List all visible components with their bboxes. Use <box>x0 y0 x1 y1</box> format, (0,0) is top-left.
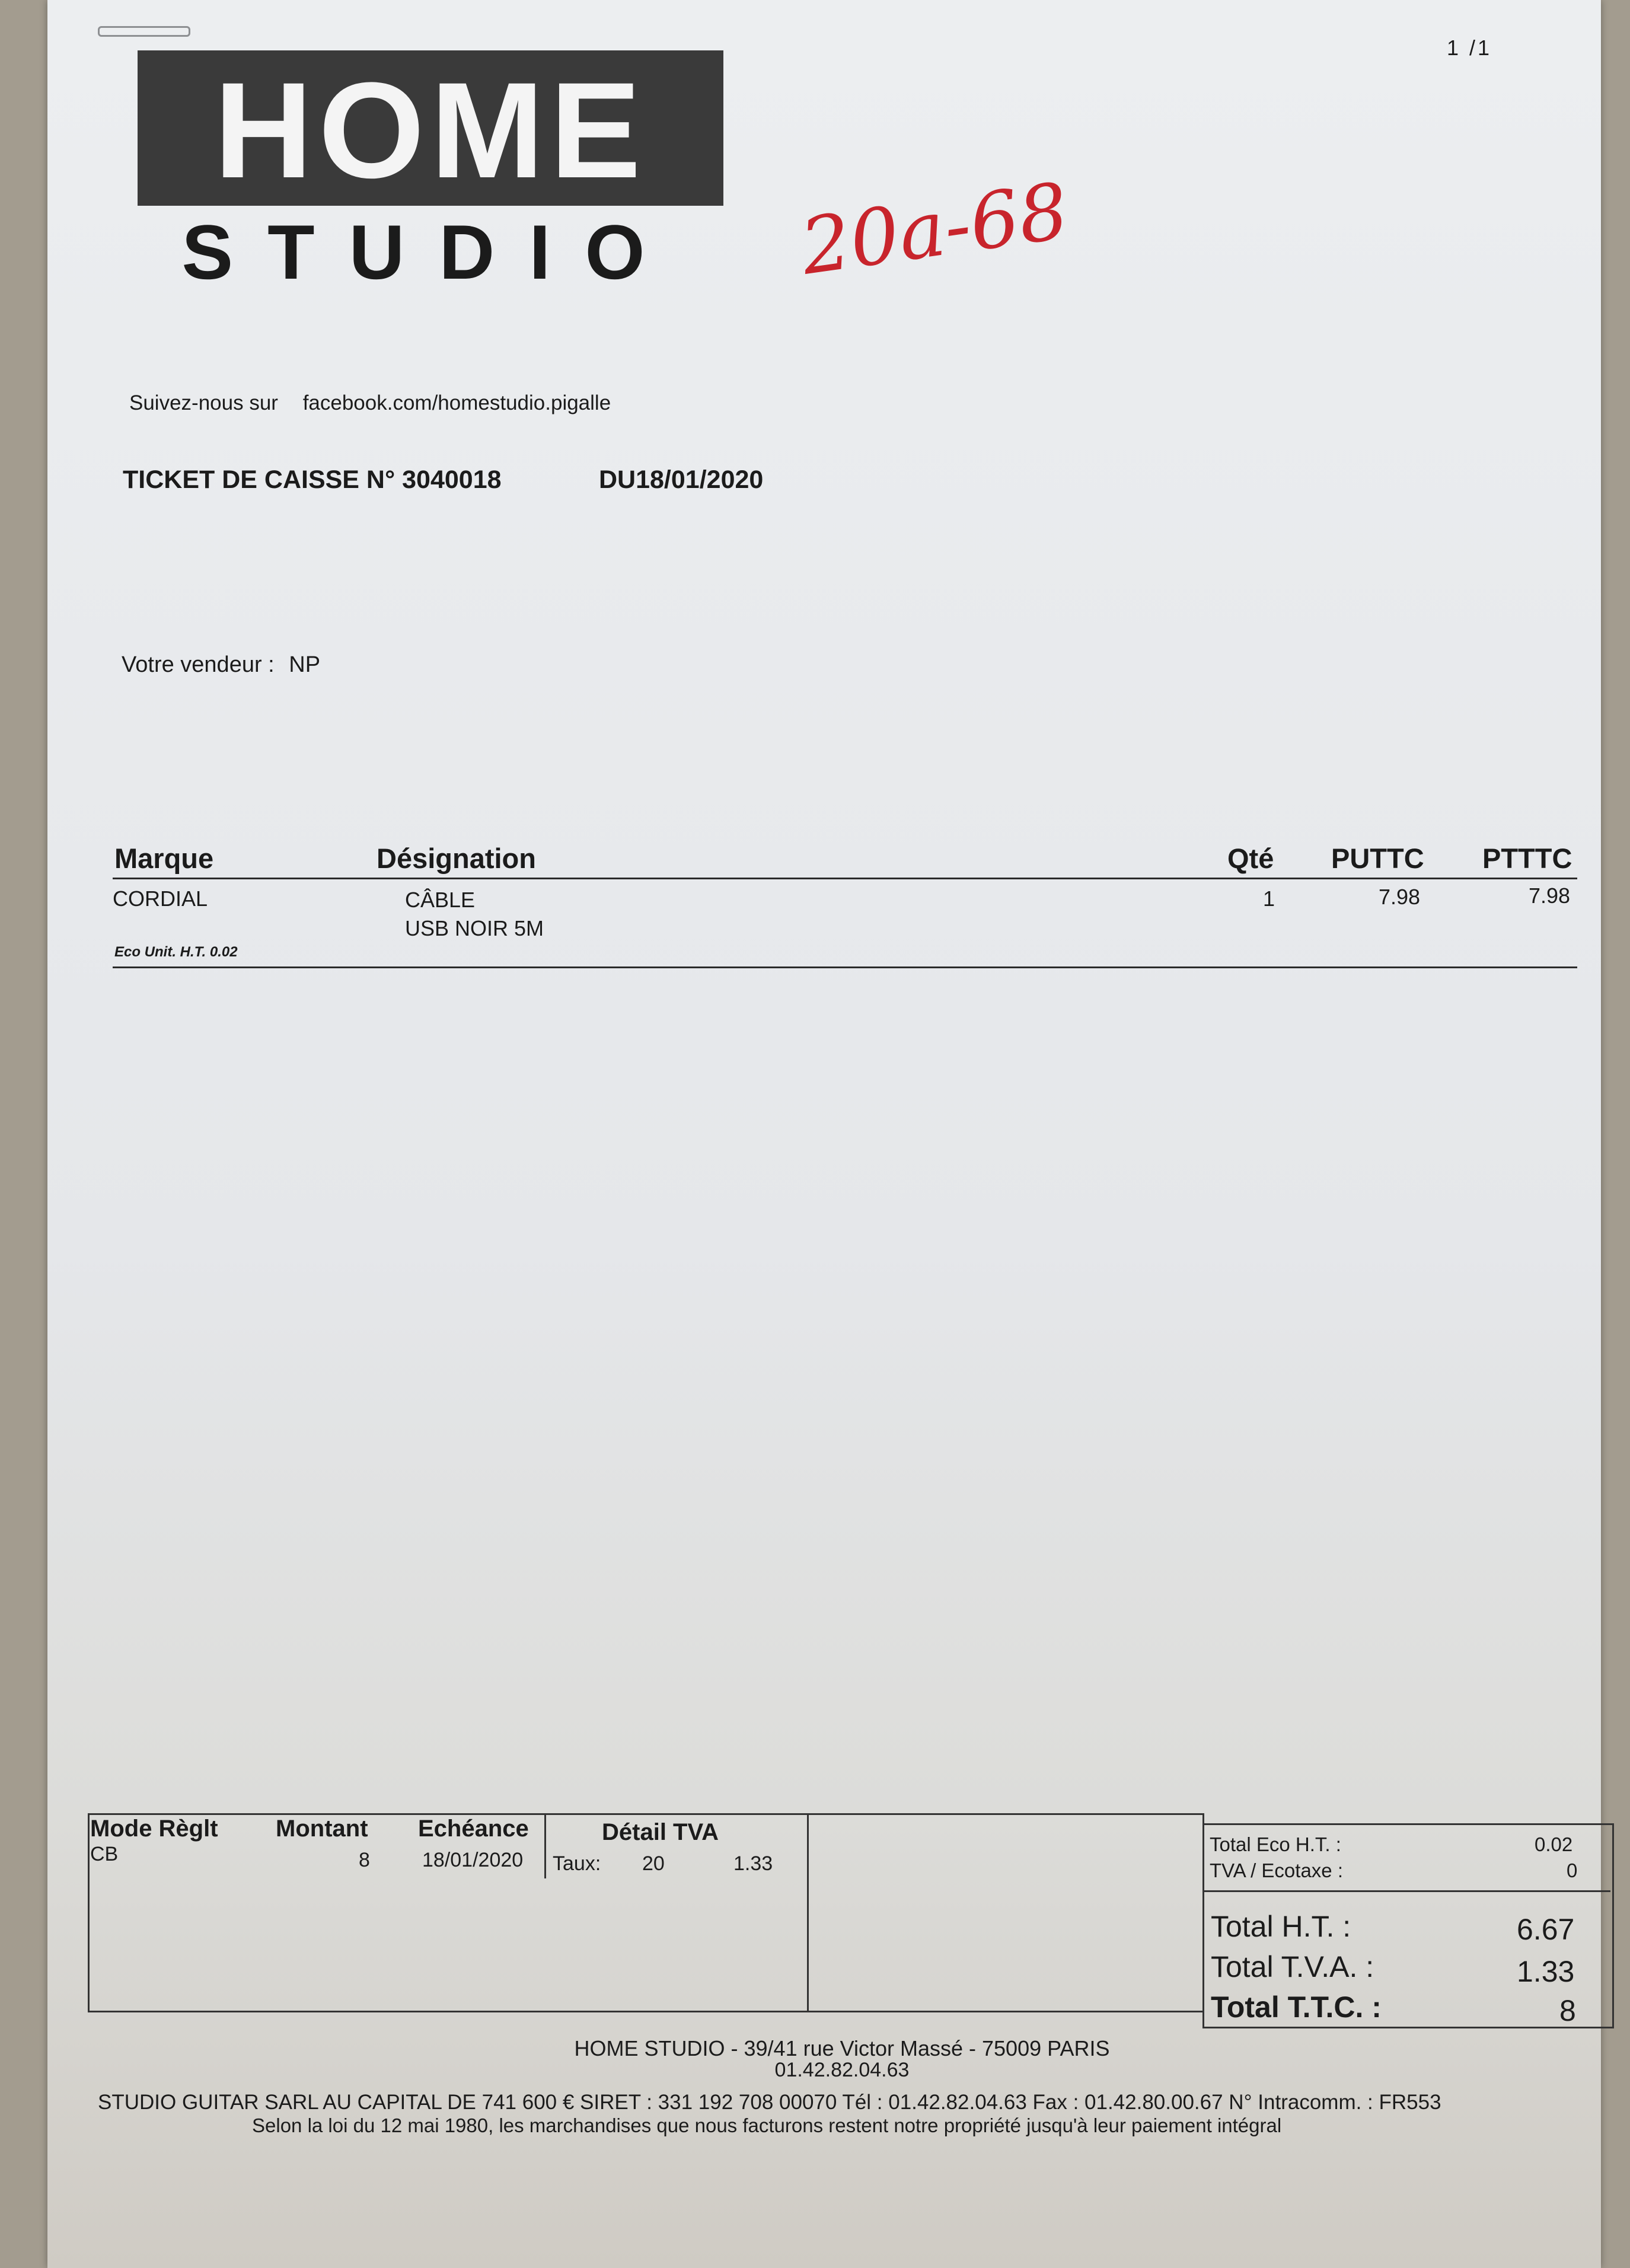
table-header-rule <box>113 878 1577 879</box>
eco-label: Total Eco H.T. : <box>1210 1833 1341 1855</box>
total-ht-label: Total H.T. : <box>1211 1910 1351 1943</box>
follow-line <box>129 391 611 415</box>
pay-mode: CB <box>90 1843 119 1865</box>
pay-header-mode: Mode Règlt <box>90 1816 218 1842</box>
staple <box>98 26 190 37</box>
pay-montant: 8 <box>359 1849 370 1871</box>
logo-home-text: HOME <box>214 54 647 206</box>
total-tva-value: 1.33 <box>1517 1955 1575 1988</box>
vendeur-line <box>122 652 320 678</box>
row-qte: 1 <box>1263 886 1275 911</box>
header-marque: Marque <box>114 843 214 874</box>
logo-studio-text: STUDIO <box>181 209 680 295</box>
header-puttc: PUTTC <box>1331 843 1424 874</box>
table-bottom-rule <box>113 966 1577 968</box>
pay-taux: 20 <box>642 1852 665 1875</box>
page-number: 1 /1 <box>1447 36 1492 60</box>
receipt-sheet <box>47 0 1601 2268</box>
header-ptttc: PTTTC <box>1482 843 1572 874</box>
vendeur-label: Votre vendeur : <box>122 652 275 677</box>
ecotaxe-label: TVA / Ecotaxe : <box>1210 1859 1343 1881</box>
row-eco: Eco Unit. H.T. 0.02 <box>114 944 238 960</box>
ticket-date: DU18/01/2020 <box>599 465 764 494</box>
pay-tva-amount: 1.33 <box>733 1852 773 1875</box>
total-ttc-value: 8 <box>1559 1994 1576 2027</box>
footer-address: HOME STUDIO - 39/41 rue Victor Massé - 75009 PARIS <box>574 2036 1110 2060</box>
header-qte: Qté <box>1227 843 1274 874</box>
blank-box <box>805 1813 1204 2012</box>
vendeur-value: NP <box>289 652 321 677</box>
footer-legal: Selon la loi du 12 mai 1980, les marchandises que nous facturons restent notre propriété jusqu'à leur paiement intégral <box>252 2114 1282 2136</box>
follow-label: Suivez-nous sur <box>129 391 278 414</box>
eco-value: 0.02 <box>1535 1833 1573 1855</box>
total-tva-label: Total T.V.A. : <box>1211 1950 1374 1983</box>
row-ptttc: 7.98 <box>1529 883 1571 908</box>
pay-header-tva: Détail TVA <box>602 1819 719 1845</box>
footer-phone: 01.42.82.04.63 <box>774 2059 910 2081</box>
payment-separator <box>544 1813 546 1878</box>
totals-rule <box>1202 1890 1610 1892</box>
total-ttc-label: Total T.T.C. : <box>1211 1991 1382 2024</box>
ecotaxe-value: 0 <box>1567 1859 1578 1881</box>
row-designation-1: CÂBLE <box>405 888 476 912</box>
header-designation: Désignation <box>377 843 536 874</box>
pay-header-montant: Montant <box>276 1816 368 1842</box>
pay-echeance: 18/01/2020 <box>422 1849 524 1871</box>
pay-header-echeance: Echéance <box>418 1816 529 1842</box>
row-designation-2: USB NOIR 5M <box>405 916 544 940</box>
footer-company: STUDIO GUITAR SARL AU CAPITAL DE 741 600 € SIRET : 331 192 708 00070 Tél : 01.42.82.04.63 Fax : 01.42.80.00.67 N° Intracomm. : FR553 <box>98 2091 1441 2114</box>
row-puttc: 7.98 <box>1379 885 1421 909</box>
pay-taux-label: Taux: <box>553 1852 601 1875</box>
facebook-link: facebook.com/homestudio.pigalle <box>302 391 611 414</box>
row-marque: CORDIAL <box>113 886 208 911</box>
ticket-number: TICKET DE CAISSE N° 3040018 <box>123 465 502 494</box>
total-ht-value: 6.67 <box>1517 1913 1575 1946</box>
handwritten-note: 20a-68 <box>795 165 1074 292</box>
